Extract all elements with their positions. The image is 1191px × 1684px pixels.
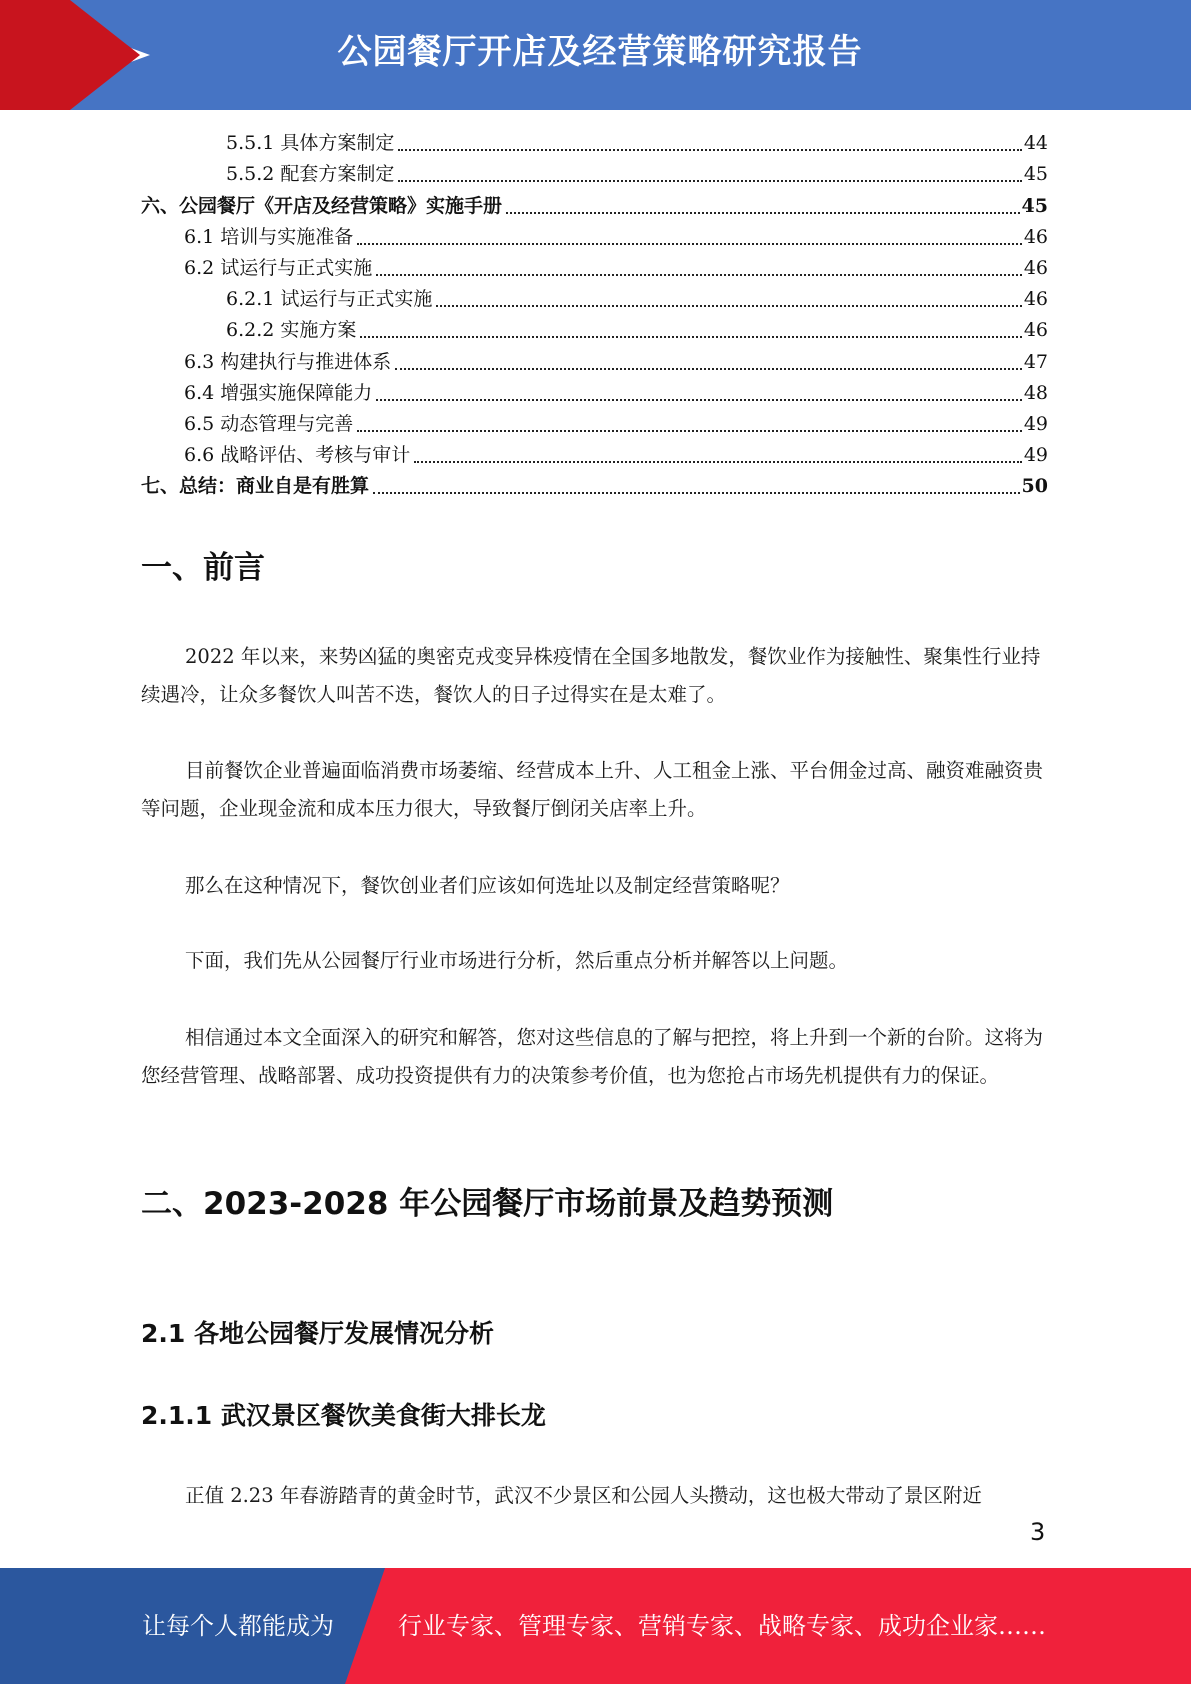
toc-entry[interactable] [141, 346, 1048, 377]
toc-leader [398, 180, 1021, 182]
toc-label: 七、总结：商业自是有胜算 [141, 475, 370, 498]
toc-page: 45 [1021, 194, 1048, 217]
header-red-block [0, 0, 70, 110]
toc-label: 6.4 增强实施保障能力 [184, 381, 373, 404]
toc-leader [376, 399, 1022, 401]
preface-paragraph: 2022 年以来，来势凶猛的奥密克戎变异株疫情在全国多地散发，餐饮业作为接触性、聚集性行业持续遇冷，让众多餐饮人叫苦不迭，餐饮人的日子过得实在是太难了。 [141, 645, 1041, 706]
toc-page: 45 [1023, 163, 1048, 186]
toc-label: 6.2.2 实施方案 [226, 319, 357, 342]
toc-label: 5.5.2 配套方案制定 [226, 163, 395, 186]
preface-paragraph: 相信通过本文全面深入的研究和解答，您对这些信息的了解与把控，将上升到一个新的台阶。这将为您经营管理、战略部署、成功投资提供有力的决策参考价值，也为您抢占市场先机提供有力的保证。 [141, 1026, 1044, 1087]
preface-paragraph: 那么在这种情况下，餐饮创业者们应该如何选址以及制定经营策略呢？ [185, 874, 790, 897]
toc-leader [506, 212, 1020, 214]
toc-page: 46 [1023, 319, 1048, 342]
toc-page: 47 [1023, 350, 1048, 373]
toc-page: 46 [1023, 225, 1048, 248]
toc-label: 6.1 培训与实施准备 [184, 225, 354, 248]
toc-page: 46 [1023, 288, 1048, 311]
footer-slant [345, 1568, 385, 1684]
toc-page: 48 [1023, 381, 1048, 404]
toc-leader [357, 430, 1022, 432]
footer-slogan-right: 行业专家、管理专家、营销专家、战略专家、成功企业家…… [398, 1612, 1046, 1640]
report-title: 公园餐厅开店及经营策略研究报告 [337, 32, 863, 72]
toc-label: 6.2 试运行与正式实施 [184, 256, 373, 279]
toc-entry[interactable] [141, 315, 1048, 346]
toc-entry[interactable] [141, 378, 1048, 409]
toc-leader [373, 492, 1020, 494]
toc-label: 6.5 动态管理与完善 [184, 412, 354, 435]
toc-label: 6.3 构建执行与推进体系 [184, 350, 392, 373]
page-number: 3 [1030, 1518, 1046, 1546]
toc-page: 50 [1021, 475, 1048, 498]
page-header [0, 0, 1191, 110]
toc-page: 46 [1023, 256, 1048, 279]
section-heading-preface: 一、前言 [141, 550, 265, 586]
toc-leader [398, 149, 1021, 151]
page-footer [0, 1568, 1191, 1684]
toc-leader [414, 461, 1022, 463]
subsubsection-heading: 2.1.1 武汉景区餐饮美食街大排长龙 [141, 1401, 546, 1430]
toc-entry[interactable] [141, 128, 1048, 159]
footer-slogan-left: 让每个人都能成为 [142, 1612, 334, 1640]
toc-label: 六、公园餐厅《开店及经营策略》实施手册 [141, 194, 503, 217]
toc-page: 44 [1023, 132, 1048, 155]
toc-label: 6.2.1 试运行与正式实施 [226, 288, 433, 311]
toc-leader [360, 336, 1021, 338]
body-paragraph: 正值 2.23 年春游踏青的黄金时节，武汉不少景区和公园人头攒动，这也极大带动了景区附近 [185, 1484, 982, 1507]
toc-leader [376, 274, 1022, 276]
toc-leader [357, 243, 1022, 245]
toc-leader [395, 368, 1022, 370]
toc-entry[interactable] [141, 253, 1048, 284]
header-chevron-red [70, 0, 140, 110]
toc-entry[interactable] [141, 222, 1048, 253]
toc-entry[interactable] [141, 159, 1048, 190]
toc-entry[interactable] [141, 284, 1048, 315]
section-heading-market-forecast: 二、2023-2028 年公园餐厅市场前景及趋势预测 [141, 1186, 834, 1222]
subsection-heading: 2.1 各地公园餐厅发展情况分析 [141, 1319, 494, 1348]
toc-page: 49 [1023, 444, 1048, 467]
toc-entry[interactable] [141, 471, 1048, 502]
toc-entry[interactable] [141, 409, 1048, 440]
toc-entry[interactable] [141, 440, 1048, 471]
preface-paragraph: 目前餐饮企业普遍面临消费市场萎缩、经营成本上升、人工租金上涨、平台佣金过高、融资难融资贵等问题，企业现金流和成本压力很大，导致餐厅倒闭关店率上升。 [141, 759, 1044, 820]
toc-entry[interactable] [141, 190, 1048, 221]
toc-label: 6.6 战略评估、考核与审计 [184, 444, 411, 467]
toc-page: 49 [1023, 412, 1048, 435]
toc-leader [436, 305, 1021, 307]
table-of-contents [141, 128, 1048, 502]
preface-paragraph: 下面，我们先从公园餐厅行业市场进行分析，然后重点分析并解答以上问题。 [185, 949, 849, 972]
toc-label: 5.5.1 具体方案制定 [226, 132, 395, 155]
